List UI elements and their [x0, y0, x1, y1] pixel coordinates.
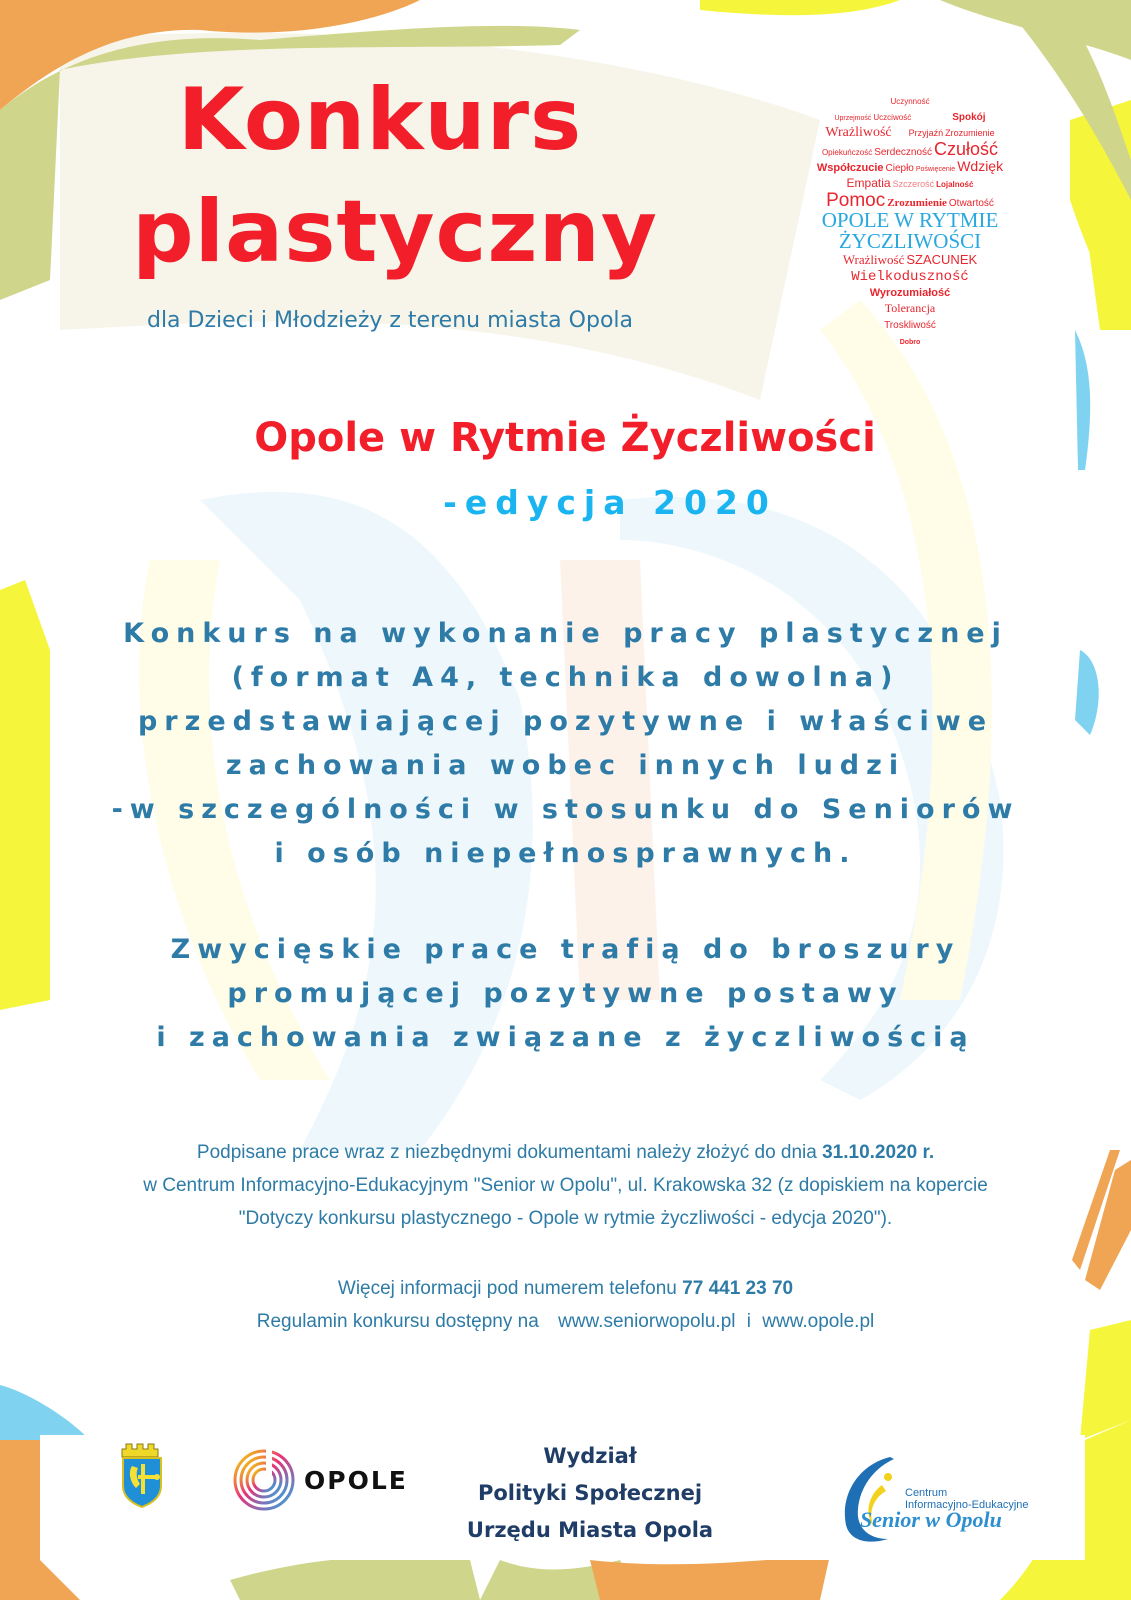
submission-address: w Centrum Informacyjno-Edukacyjnym "Senior w Opolu", ul. Krakowska 32 (z dopiskiem na kopercie: [143, 1175, 988, 1196]
opole-coat-of-arms-icon: [120, 1442, 164, 1508]
cloud-word: Wrażliwość: [842, 252, 905, 267]
link-opole[interactable]: www.opole.pl: [762, 1311, 875, 1332]
cloud-word: Opiekuńczość: [821, 148, 873, 157]
cloud-word: Wrażliwość: [825, 125, 892, 140]
rules-label: Regulamin konkursu dostępny na: [256, 1311, 539, 1332]
link-seniorwopolu[interactable]: www.seniorwopolu.pl: [558, 1311, 736, 1332]
cloud-word: Uprzejmość: [834, 115, 872, 122]
submission-text: Podpisane prace wraz z niezbędnymi dokumentami należy złożyć do dnia: [196, 1142, 823, 1163]
cloud-word: Uczciwość: [873, 113, 912, 122]
phone-label: Więcej informacji pod numerem telefonu: [337, 1278, 683, 1299]
description-line: -w szczególności w stosunku do Seniorów: [111, 794, 1020, 825]
description-line: zachowania wobec innych ludzi: [225, 750, 906, 781]
outcome-line: promującej pozytywne postawy: [227, 978, 904, 1009]
poster-title-line2: plastyczny: [132, 182, 658, 282]
poster-title-line1: Konkurs: [177, 70, 583, 170]
description-line: Konkurs na wykonanie pracy plastycznej: [123, 618, 1008, 649]
link-separator: i: [746, 1311, 751, 1332]
description-line: i osób niepełnosprawnych.: [274, 838, 857, 869]
opole-logo-text: OPOLE: [304, 1465, 408, 1495]
cloud-word: Czułość: [934, 139, 999, 159]
cloud-word: OPOLE W RYTMIE: [821, 208, 999, 232]
event-title: Opole w Rytmie Życzliwości: [254, 415, 876, 461]
senior-logo-name: Senior w Opolu: [860, 1507, 1002, 1532]
contest-outcome: [60, 928, 1071, 1060]
cloud-word: ŻYCZLIWOŚCI: [838, 229, 982, 253]
submission-info: [60, 1136, 1071, 1235]
cloud-word: Poświęcenie: [915, 166, 956, 173]
senior-logo-line2: Informacyjno-Edukacyjne: [905, 1499, 1029, 1511]
cloud-word: Współczucie: [816, 162, 884, 174]
cloud-word: Lojalność: [936, 180, 974, 189]
phone-number: 77 441 23 70: [682, 1278, 794, 1299]
cloud-word: Empatia: [846, 176, 891, 190]
dept-line: Polityki Społecznej: [477, 1481, 703, 1505]
contact-info: [60, 1272, 1071, 1338]
opole-rings-icon: [232, 1448, 296, 1512]
cloud-word: Ciepło: [885, 163, 914, 174]
cloud-word: Wdzięk: [957, 158, 1004, 174]
outcome-line: Zwycięskie prace trafią do broszury: [170, 934, 961, 965]
description-line: (format A4, technika dowolna): [231, 662, 900, 693]
cloud-word: Troskliwość: [884, 320, 936, 331]
poster-subtitle: dla Dzieci i Młodzieży z terenu miasta Opola: [146, 308, 633, 333]
cloud-word: Otwartość: [948, 198, 994, 209]
dept-line: Wydział: [543, 1444, 637, 1468]
cloud-word: Dobro: [899, 339, 921, 346]
opole-city-logo: [232, 1448, 408, 1512]
edition-label: -edycja 2020: [443, 483, 777, 522]
cloud-word: Wielkoduszność: [851, 269, 969, 285]
senior-logo-line1: Centrum: [905, 1487, 948, 1499]
cloud-word: SZACUNEK: [906, 252, 978, 267]
cloud-word: Przyjaźń: [908, 128, 944, 138]
cloud-word: Pomoc: [826, 190, 886, 211]
cloud-word: Zrozumienie: [945, 128, 995, 138]
heart-word-cloud: [780, 92, 1040, 348]
cloud-word: Spokój: [952, 112, 986, 123]
cloud-word: Serdeczność: [874, 147, 933, 158]
description-line: przedstawiającej pozytywne i właściwe: [137, 706, 994, 737]
dept-line: Urzędu Miasta Opola: [466, 1518, 714, 1542]
cloud-word: Szczerość: [892, 179, 935, 189]
department-name: [440, 1438, 740, 1549]
submission-envelope-note: "Dotyczy konkursu plastycznego - Opole w rytmie życzliwości - edycja 2020").: [238, 1208, 893, 1229]
cloud-word: Tolerancja: [884, 301, 936, 315]
cloud-word: Zrozumienie: [887, 197, 947, 209]
outcome-line: i zachowania związane z życzliwością: [156, 1022, 975, 1053]
submission-deadline: 31.10.2020 r.: [822, 1142, 935, 1163]
cloud-word: Wyrozumiałość: [869, 287, 951, 299]
cloud-word: Uczynność: [890, 97, 930, 106]
contest-description: [60, 612, 1071, 876]
